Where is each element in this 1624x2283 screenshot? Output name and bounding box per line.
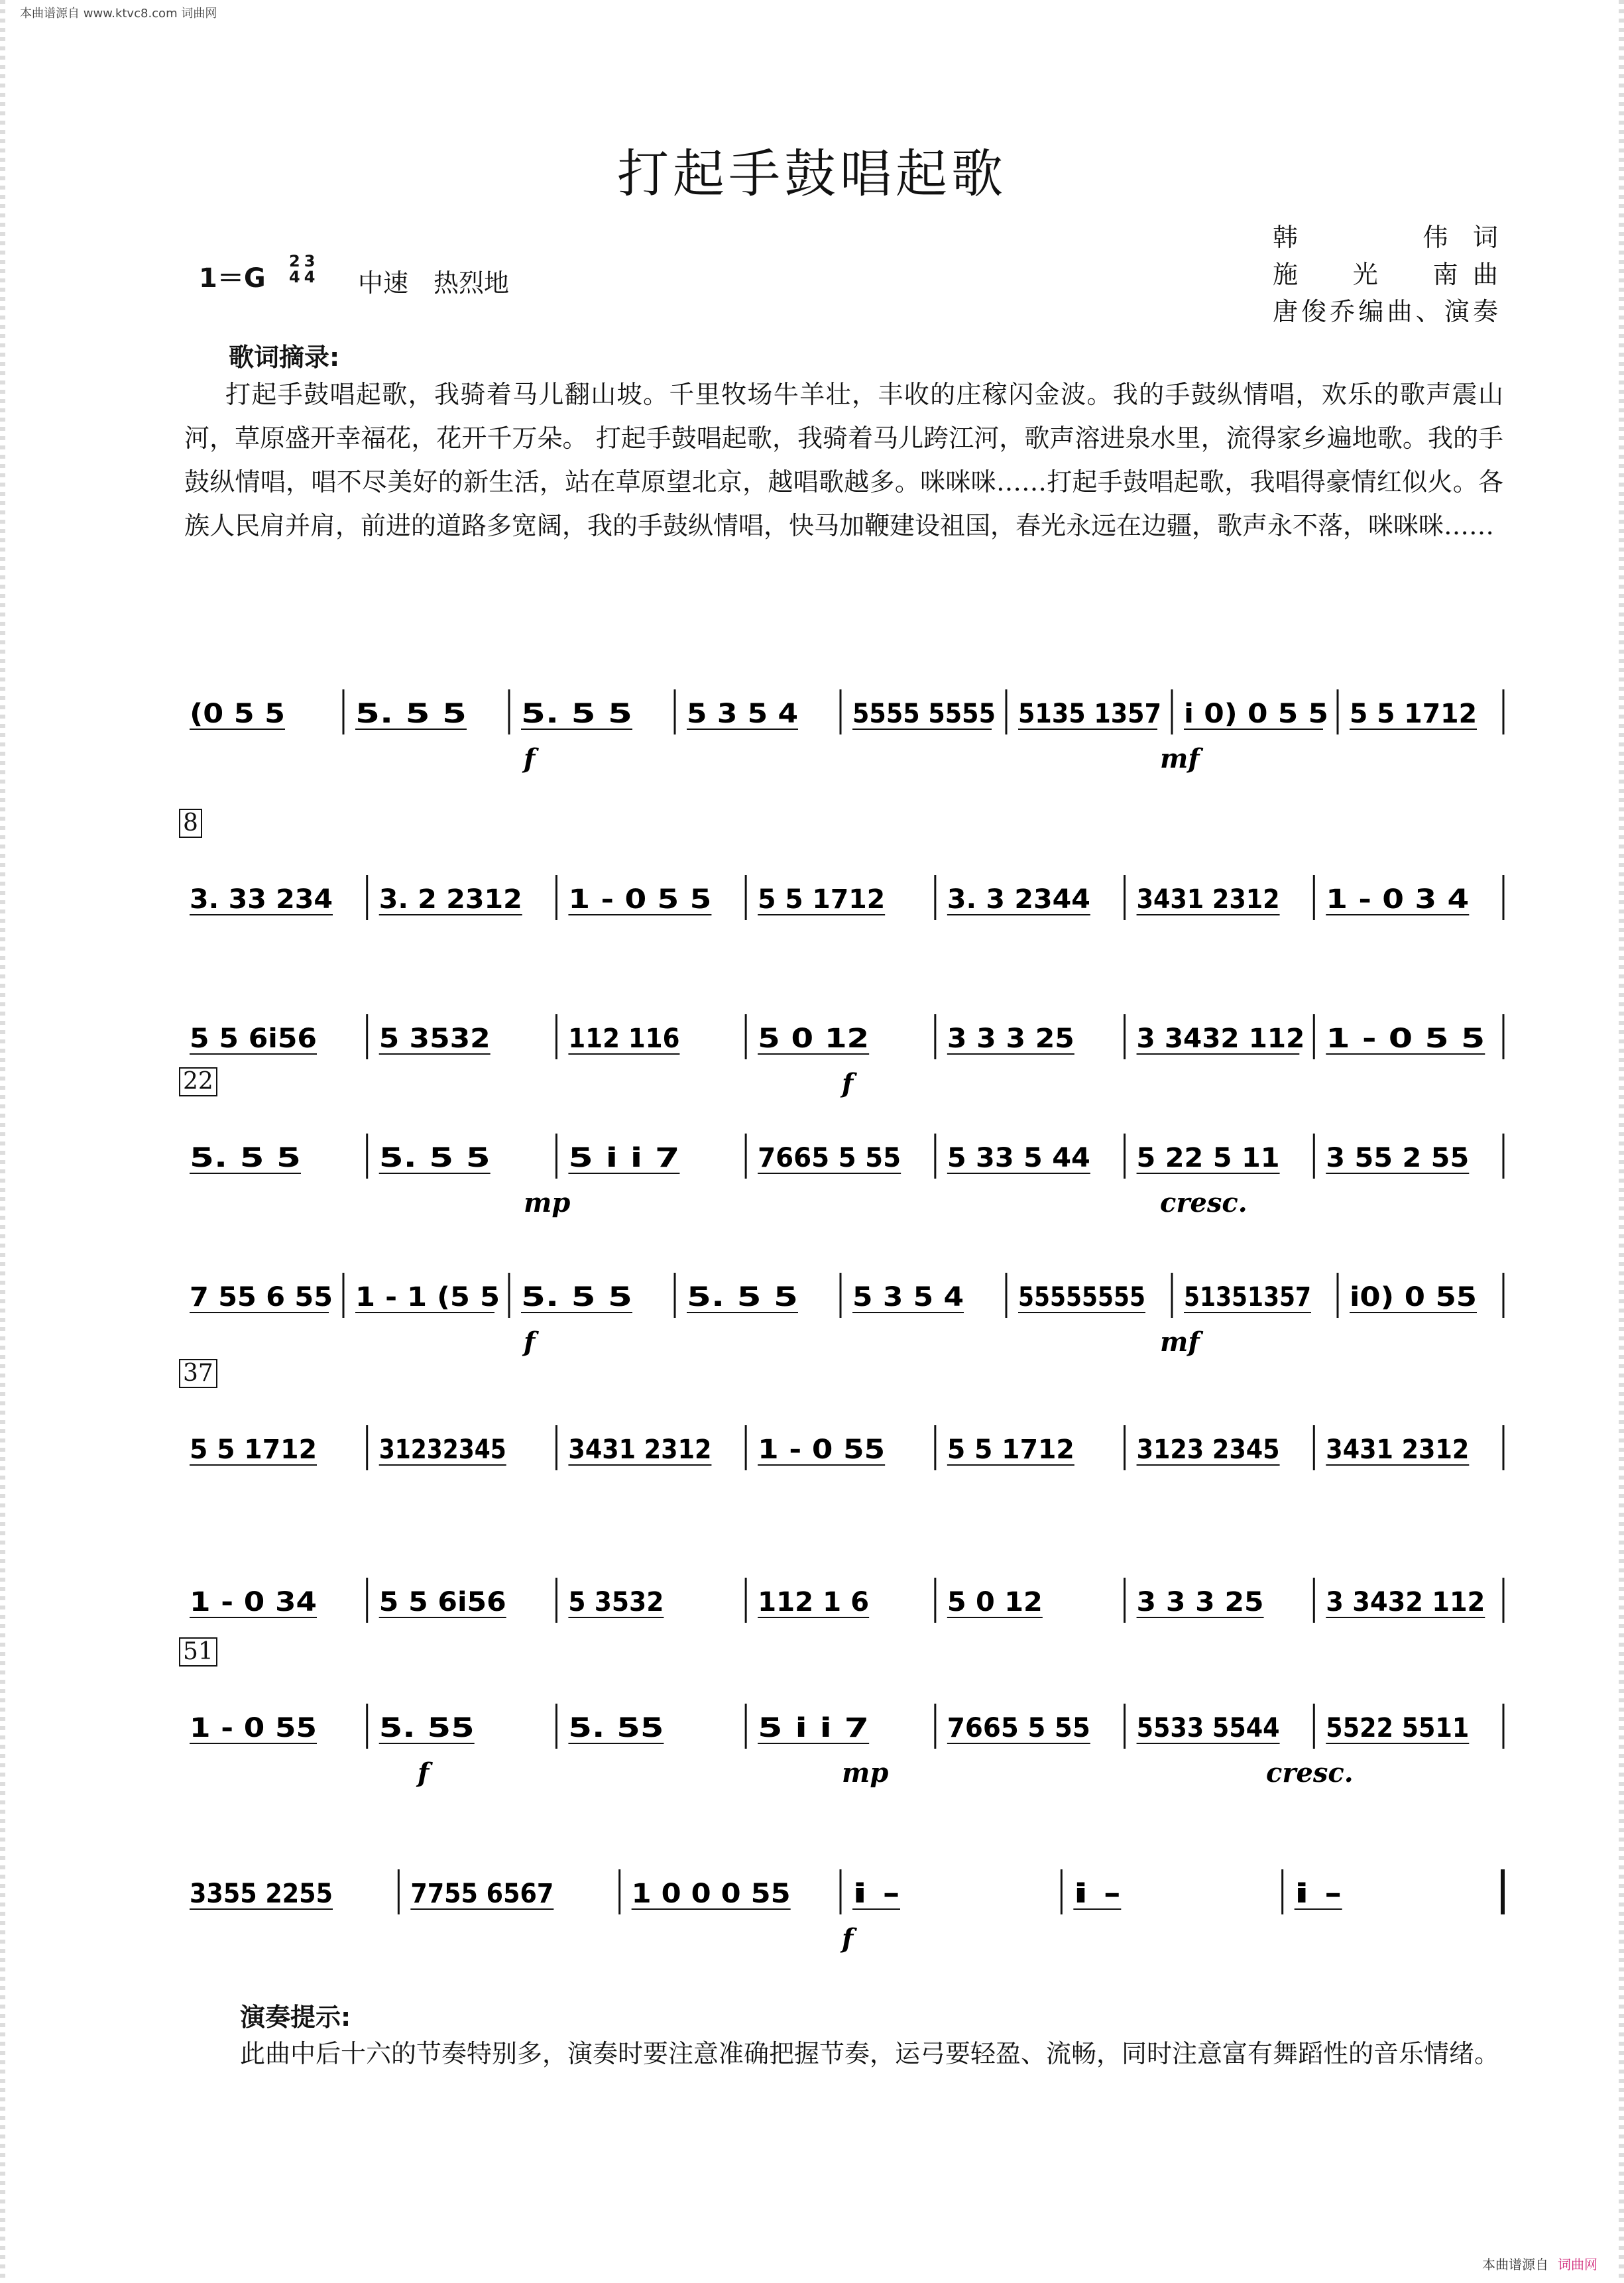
measure-notes: 1 - 0 3 4 xyxy=(1326,884,1470,915)
measure-notes: 3. 2 2312 xyxy=(378,884,522,915)
measure-number: 22 xyxy=(179,1067,217,1096)
measure-notes: 112 116 xyxy=(568,1024,680,1054)
dynamic-marking: mf xyxy=(1160,743,1200,774)
dynamic-marking: mf xyxy=(1160,1326,1200,1358)
page-edge-right xyxy=(1619,0,1624,2283)
measure-notes: 3 55 2 55 xyxy=(1326,1143,1470,1173)
time-signature-3-4: 3 4 xyxy=(304,252,316,286)
measure-notes: 5. 5 5 xyxy=(355,699,467,729)
measure-notes: 1 - 0 55 xyxy=(190,1713,317,1743)
measure-notes: 3. 33 234 xyxy=(190,884,333,915)
measure-notes: 5533 5544 xyxy=(1136,1713,1280,1743)
measure-notes: 7665 5 55 xyxy=(758,1143,901,1173)
dynamic-marking: mp xyxy=(842,1757,889,1788)
measure-notes: 5 3532 xyxy=(378,1024,491,1054)
score-row-svg xyxy=(179,1266,1505,1379)
dynamic-marking: f xyxy=(524,743,536,774)
score-row-svg xyxy=(179,1571,1505,1684)
measure-notes: 5 3532 xyxy=(568,1587,664,1617)
lyricist-credit: 韩 伟词 xyxy=(1273,223,1498,252)
dynamic-marking: f xyxy=(418,1757,430,1788)
site-header-text: 本曲谱源自 www.ktvc8.com 词曲网 xyxy=(20,7,217,21)
dynamic-marking: cresc. xyxy=(1160,1187,1247,1218)
measure-notes: i0) 0 55 xyxy=(1350,1282,1477,1313)
score-row xyxy=(179,1360,1505,1531)
score-row xyxy=(179,1571,1505,1684)
measure-notes: 5 5 6i56 xyxy=(378,1587,506,1617)
arranger-credit: 唐俊乔编曲、演奏 xyxy=(1273,297,1498,326)
measure-notes: 7 55 6 55 xyxy=(190,1282,333,1313)
measure-notes: 51351357 xyxy=(1184,1282,1311,1313)
measure-notes: 5 33 5 44 xyxy=(947,1143,1090,1173)
tempo-marking: 中速 热烈地 xyxy=(358,268,510,298)
measure-notes: 1 - 1 (5 5 xyxy=(355,1282,500,1313)
measure-notes: 5135 1357 xyxy=(1018,699,1161,729)
score-row xyxy=(179,1638,1505,1810)
dynamic-marking: f xyxy=(842,1923,854,1954)
score-row-svg xyxy=(179,1419,1505,1531)
site-footer-text: 本曲谱源自 xyxy=(1482,2256,1548,2272)
time-signatures xyxy=(289,253,319,285)
measure-notes: 5. 5 5 xyxy=(521,699,632,729)
performance-heading: 演奏提示: xyxy=(240,2003,351,2032)
measure-notes: 5. 5 5 xyxy=(190,1143,301,1173)
measure-notes: 3. 3 2344 xyxy=(947,884,1090,915)
page-edge-left xyxy=(0,0,5,2283)
score-row-svg xyxy=(179,868,1505,981)
measure-notes: 3355 2255 xyxy=(190,1879,333,1909)
measure-notes: 1 - 0 5 5 xyxy=(1326,1024,1485,1054)
measure-number: 51 xyxy=(179,1637,217,1667)
measure-notes: i - xyxy=(1294,1879,1342,1909)
measure-notes: 5. 55 xyxy=(378,1713,475,1743)
measure-notes: 112 1 6 xyxy=(758,1587,870,1617)
song-title: 打起手鼓唱起歌 xyxy=(616,145,1007,204)
time-signature-2-4: 2 4 xyxy=(289,252,300,286)
lyrics-heading: 歌词摘录: xyxy=(229,343,340,372)
score-row-svg xyxy=(179,1697,1505,1810)
key-signature: 1＝G xyxy=(199,263,266,294)
measure-notes: 5 5 1712 xyxy=(947,1434,1074,1465)
measure-notes: 5 5 1712 xyxy=(1350,699,1477,729)
performance-notes: 此曲中后十六的节奏特别多，演奏时要注意准确把握节奏，运弓要轻盈、流畅，同时注意富有舞蹈性的音乐情绪。 xyxy=(240,2039,1500,2068)
score-row-svg xyxy=(179,683,1505,795)
measure-notes: i - xyxy=(852,1879,900,1909)
measure-notes: i 0) 0 5 5 xyxy=(1184,699,1328,729)
dynamic-marking: cresc. xyxy=(1266,1757,1354,1788)
measure-notes: 5 i i 7 xyxy=(568,1143,680,1173)
measure-notes: 3431 2312 xyxy=(1326,1434,1470,1465)
site-brand: 词曲网 xyxy=(1558,2256,1597,2272)
score-row xyxy=(179,1068,1505,1240)
measure-notes: 1 0 0 0 55 xyxy=(631,1879,791,1909)
measure-notes: 5 5 1712 xyxy=(758,884,886,915)
measure-notes: 5555 5555 xyxy=(852,699,996,729)
measure-notes: (0 5 5 xyxy=(190,699,285,729)
measure-notes: 5 0 12 xyxy=(947,1587,1043,1617)
measure-notes: 1 - 0 34 xyxy=(190,1587,317,1617)
measure-number: 37 xyxy=(179,1359,217,1388)
measure-notes: 5. 5 5 xyxy=(687,1282,798,1313)
measure-notes: 3 3 3 25 xyxy=(947,1024,1074,1054)
score-row xyxy=(179,809,1505,981)
measure-notes: 3 3 3 25 xyxy=(1136,1587,1264,1617)
site-footer xyxy=(1482,2254,1597,2273)
dynamic-marking: f xyxy=(524,1326,536,1358)
measure-notes: 3 3432 112 xyxy=(1326,1587,1485,1617)
dynamic-marking: f xyxy=(842,1068,854,1099)
measure-notes: 5522 5511 xyxy=(1326,1713,1470,1743)
score-row xyxy=(179,1863,1505,1975)
measure-notes: 5. 5 5 xyxy=(521,1282,632,1313)
measure-notes: 5 5 1712 xyxy=(190,1434,317,1465)
measure-notes: 5. 5 5 xyxy=(378,1143,491,1173)
score-row xyxy=(179,1266,1505,1379)
measure-notes: 5 5 6i56 xyxy=(190,1024,317,1054)
measure-notes: 5 3 5 4 xyxy=(852,1282,964,1313)
measure-notes: 3123 2345 xyxy=(1136,1434,1280,1465)
measure-number: 8 xyxy=(179,809,202,838)
score-row xyxy=(179,683,1505,795)
measure-notes: 31232345 xyxy=(378,1434,506,1465)
measure-notes: 5 0 12 xyxy=(758,1024,870,1054)
score-row xyxy=(179,1008,1505,1120)
measure-notes: 7755 6567 xyxy=(410,1879,554,1909)
measure-notes: 3431 2312 xyxy=(1136,884,1280,915)
credits xyxy=(1273,219,1498,330)
measure-notes: 1 - 0 55 xyxy=(758,1434,886,1465)
score-row-svg xyxy=(179,1863,1505,1975)
measure-notes: i - xyxy=(1073,1879,1122,1909)
measure-notes: 7665 5 55 xyxy=(947,1713,1090,1743)
dynamic-marking: mp xyxy=(524,1187,571,1218)
lyrics-text: 打起手鼓唱起歌，我骑着马儿翻山坡。千里牧场牛羊壮，丰收的庄稼闪金波。我的手鼓纵情唱，欢乐的歌声震山河，草原盛开幸福花，花开千万朵。 打起手鼓唱起歌，我骑着马儿跨江河，歌声溶进泉水里，流得家乡遍地歌。我的手鼓纵情唱，唱不尽美好的新生活，站在草原望北京，越唱歌越多。咪咪咪……打起手鼓唱起歌，我唱得豪情红似火。各族人民肩并肩，前进的道路多宽阔，我的手鼓纵情唱，快马加鞭建设祖国，春光永远在边疆，歌声永不落，咪咪咪…… xyxy=(184,380,1503,540)
measure-notes: 5. 55 xyxy=(568,1713,664,1743)
score-row-svg xyxy=(179,1008,1505,1120)
score-row-svg xyxy=(179,1127,1505,1240)
measure-notes: 3 3432 112 xyxy=(1136,1024,1305,1054)
measure-notes: 5 3 5 4 xyxy=(687,699,798,729)
measure-notes: 5 i i 7 xyxy=(758,1713,870,1743)
measure-notes: 1 - 0 5 5 xyxy=(568,884,712,915)
measure-notes: 3431 2312 xyxy=(568,1434,712,1465)
composer-credit: 施 光 南曲 xyxy=(1273,260,1498,289)
measure-notes: 55555555 xyxy=(1018,1282,1145,1313)
measure-notes: 5 22 5 11 xyxy=(1136,1143,1280,1173)
